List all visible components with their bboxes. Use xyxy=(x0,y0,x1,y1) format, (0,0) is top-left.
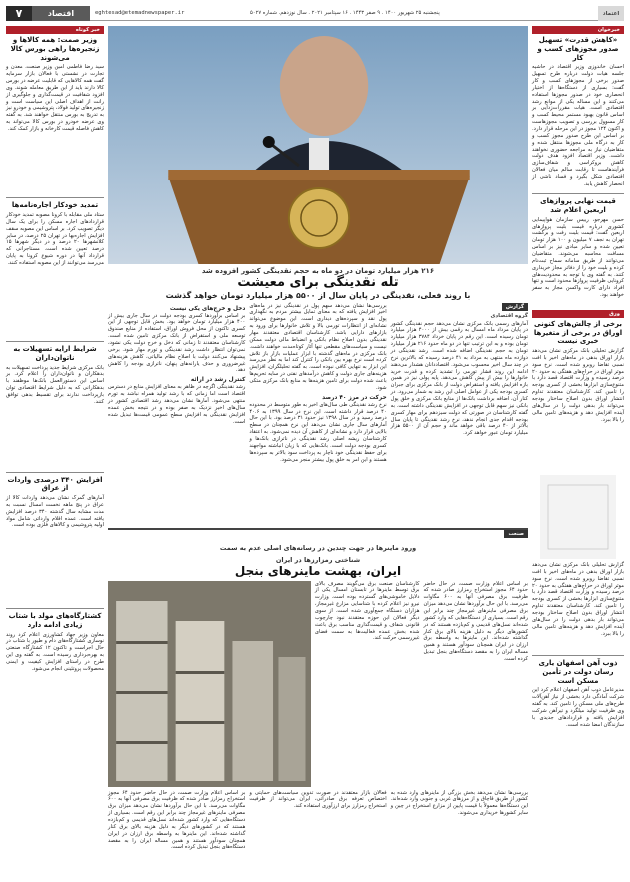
story-arbaeen xyxy=(532,197,624,307)
rack-2 xyxy=(176,621,225,781)
story-lease-headline[interactable]: تمدید خودکار اجاره‌نامه‌ها xyxy=(11,201,99,210)
main-col-1 xyxy=(391,303,528,525)
main-col-2-body: بررسی‌ها نشان می‌دهد سهم پول در نقدینگی نیز در ماه‌های اخیر افزایش یافته که به معنای تمایل بیشتر مردم به نگهداری پول نقد و سپرده‌های دیداری است. این موضوع می‌تواند نشانه‌ای از انتظارات تورمی بالا و تلاش خانوارها برای ورود به بازارهای دارایی باشد. کارشناسان اقتصادی معتقدند مهار نقدینگی بدون اصلاح نظام بانکی و انضباط مالی دولت ممکن نیست و سیاست‌های مقطعی تنها آثار کوتاه‌مدت خواهند داشت. بانک مرکزی در ماه‌های گذشته با ابزار عملیات بازار باز تلاش کرده است نرخ بهره بین بانکی را کنترل کند اما به نظر می‌رسد این ابزار به تنهایی کافی نبوده است. به گفته تحلیلگران، افزایش هزینه‌های جاری دولت و کاهش درآمدهای نفتی در سایه تحریم‌ها باعث شده دولت برای تامین هزینه‌ها به منابع بانک مرکزی متکی شود. xyxy=(249,302,387,391)
rack-4 xyxy=(278,657,305,781)
main-col-3 xyxy=(108,303,245,525)
story-arbaeen-body: حسن مهرجو، رییس سازمان هواپیمایی کشوری درباره قیمت بلیت پروازهای اربعین گفت: قیمت بلیت رفت و برگشت تهران به نجف ۷ میلیون و ۱۰۰ هزار تومان تعیین شده و سایر مبادی نیز بر اساس مسافت محاسبه می‌شوند. متقاضیان می‌توانند از طریق سامانه سماح ثبت‌نام کرده و بلیت خود را از دفاتر مجاز خریداری کنند. به گفته وی با توجه به محدودیت‌های کرونایی ظرفیت پروازها محدود است و تنها افراد دارای کارت واکسن مجاز به سفر خواهند بود. xyxy=(532,216,624,299)
central-bank-seal-icon xyxy=(289,188,349,248)
miners-col-2: کارشناسان صنعت برق می‌گویند مصرف بالای برق توسط ماینرها در تابستان امسال یکی از دلایل خاموشی‌های گسترده بوده است. وزارت نیرو نیز اعلام کرده با شناسایی مزارع غیرمجاز، هزاران دستگاه جمع‌آوری شده است. از سوی دیگر فعالان این حوزه معتقدند نبود چارچوب قانونی شفاف و قیمت‌گذاری مناسب برق باعث شده بخش عمده فعالیت‌ها به سمت فضای غیررسمی حرکت کند. xyxy=(314,580,420,642)
bond-chart-container xyxy=(532,472,624,562)
main-col-3-body-b: رشد نقدینگی اگرچه در ظاهر به معنای افزایش منابع در دسترس اقتصاد است اما زمانی که با رشد تولید همراه نباشد به تورم منتهی می‌شود. آمارها نشان می‌دهد رشد اقتصادی کشور در سال‌های اخیر نزدیک به صفر بوده و در نتیجه بخش عمده افزایش نقدینگی به افزایش سطح عمومی قیمت‌ها تبدیل شده است. xyxy=(108,384,246,425)
divider xyxy=(6,608,104,609)
story-loans xyxy=(6,345,104,469)
story-bourse xyxy=(6,36,104,194)
main-kicker: ۲۱۶ هزار میلیارد تومان در دو ماه به حجم نقدینگی کشور افزوده شد xyxy=(201,267,435,275)
rack-shelf xyxy=(176,721,225,724)
miners-col-1: بر اساس اعلام وزارت صمت، در حال حاضر حدود ۶۴ مجوز استخراج رمزارز صادر شده که ظرفیت برق مصرفی آنها به ۶۰۰ مگاوات می‌رسد. با این حال برآوردها نشان می‌دهد میزان برق مصرفی ماینرهای غیرمجاز چند برابر این رقم است. بسیاری از دستگاه‌هایی که وارد کشور شده‌اند نسل‌های قدیمی و کم‌بازده هستند که در کشورهای دیگر به دلیل هزینه بالای برق کنار گذاشته شده‌اند. این ماینرها به واسطه برق ارزان در ایران همچنان سودآور هستند و همین مساله ایران را به مقصد دستگاه‌های بنجل تبدیل کرده است. xyxy=(423,580,529,663)
story-lease xyxy=(6,201,104,338)
miners-story xyxy=(108,528,528,882)
main-col-2 xyxy=(249,303,386,525)
left-column xyxy=(6,26,104,814)
story-permits-headline[interactable]: «کاهش قدرت» تسهیل صدور مجوزهای کسب و کار xyxy=(537,36,619,62)
story-lease-body: ستاد ملی مقابله با کرونا مصوبه تمدید خودکار قراردادهای اجاره مسکن را برای یک سال دیگر تصویب کرد. بر اساس این مصوبه سقف افزایش اجاره‌بها در تهران ۲۵ درصد، در سایر کلانشهرها ۲۰ درصد و در دیگر شهرها ۱۵ درصد تعیین شده است. مستاجرانی که قرارداد آنها در دوره شیوع کرونا به پایان می‌رسد می‌توانند از این مصوبه استفاده کنند. xyxy=(6,212,105,267)
subhead-budget: دخل و خرج‌های یکی نیست xyxy=(169,305,246,312)
podium-illustration xyxy=(108,26,528,264)
miners-headline[interactable]: ایران، بهشت ماینرهای بنجل xyxy=(234,563,402,578)
miners-row xyxy=(108,581,528,787)
right-column xyxy=(532,26,624,814)
newspaper-logo: اعتماد xyxy=(598,6,624,21)
story-bonds-body: گزارش تحلیلی بانک مرکزی نشان می‌دهد بازار اوراق بدهی در ماه‌های اخیر با افت نسبی تقاضا روبرو شده است. نرخ سود موثر اوراق در حراج‌های هفتگی به حدود ۲۰ درصد رسیده و وزارت اقتصاد قصد دارد با متنوع‌سازی ابزارها بخشی از کسری بودجه را تامین کند. کارشناسان معتقدند تداوم انتشار اوراق بدون اصلاح ساختار بودجه می‌تواند بار بدهی دولت را در سال‌های آینده افزایش دهد و هزینه‌های تامین مالی را بالا ببرد. xyxy=(532,348,624,423)
story-bourse-headline[interactable]: وزیر صمت: همه کالاها و زنجیره‌ها راهی بورس کالا می‌شوند xyxy=(10,36,100,62)
story-permits xyxy=(532,36,624,190)
miners-col-3: بررسی‌ها نشان می‌دهد بخش بزرگی از ماینرهای وارد شده به کشور از طریق قاچاق و از مرزهای غربی و جنوبی وارد شده‌اند. این دستگاه‌ها معمولاً با قیمت پایین از مزارع استخراج در چین و سایر کشورها خریداری می‌شوند. xyxy=(390,789,528,817)
main-subheadline: با روند فعلی، نقدینگی در پایان سال از ۵۵۰۰ هزار میلیارد تومان خواهد گذشت xyxy=(165,290,471,300)
byline: گروه اقتصادی xyxy=(490,312,528,319)
main-col-1-body: آمارهای رسمی بانک مرکزی نشان می‌دهد حجم نقدینگی کشور در پایان مرداد ماه امسال به رقمی بیش از ۴۰۰۰ هزار میلیارد تومان رسیده است. این رقم در پایان خرداد ۳۷۸۴ هزار میلیارد تومان بوده و به این ترتیب تنها در دو ماه حدود ۲۱۶ هزار میلیارد تومان به حجم نقدینگی اضافه شده است. رشد نقدینگی در دوازده ماه منتهی به مرداد به ۴۱ درصد رسیده که بالاترین نرخ در چند سال اخیر محسوب می‌شود. اقتصاددانان هشدار می‌دهند ادامه این روند فشار تورمی را تشدید کرده و قدرت خرید خانوارها را بیش از پیش کاهش می‌دهد. پایه پولی نیز در همین بازه افزایش یافته و استقراض دولت از بانک مرکزی برای جبران کسری بودجه یکی از عوامل اصلی این رشد به شمار می‌رود. در کنار آن، اضافه برداشت بانک‌ها از منابع بانک مرکزی و خلق پول بانکی نیز سهم قابل توجهی در افزایش نقدینگی داشته است. به گفته کارشناسان در صورتی که دولت سیزدهم برای مهار کسری بودجه اقدام جدی انجام ندهد، نرخ رشد نقدینگی تا پایان سال بالاتر از ۴۰ درصد باقی خواهد ماند و حجم آن از ۵۵۰۰ هزار میلیارد تومان عبور خواهد کرد. xyxy=(390,320,528,437)
microphone-head xyxy=(263,136,275,148)
story-bonds-body-cont: گزارش تحلیلی بانک مرکزی نشان می‌دهد بازار اوراق بدهی در ماه‌های اخیر با افت نسبی تقاضا روبرو شده است. نرخ سود موثر اوراق در حراج‌های هفتگی به حدود ۲۰ درصد رسیده و وزارت اقتصاد قصد دارد با متنوع‌سازی ابزارها بخشی از کسری بودجه را تامین کند. کارشناسان معتقدند تداوم انتشار اوراق بدون اصلاح ساختار بودجه می‌تواند بار بدهی دولت را در سال‌های آینده افزایش دهد و هزینه‌های تامین مالی را بالا ببرد. xyxy=(532,562,624,637)
story-slaughter-body: معاون وزیر جهاد کشاورزی اعلام کرد روند نوسازی کشتارگاه‌های دام و طیور با شتاب در حال اجراست و تاکنون ۱۲ کشتارگاه صنعتی به بهره‌برداری رسیده است. به گفته وی این طرح در راستای افزایش کیفیت و ایمنی محصولات پروتئینی انجام می‌شود. xyxy=(6,631,104,672)
rack-3 xyxy=(232,641,273,781)
divider xyxy=(6,472,104,473)
story-iraq-headline[interactable]: افزایش ۳۴۰ درصدی واردات از عراق xyxy=(7,475,103,493)
subhead-forty-percent: حرکت در مرز ۴۰ درصد xyxy=(322,394,387,401)
tag-industry: صنعت xyxy=(504,530,528,538)
miner-racks-illustration xyxy=(108,581,311,787)
miners-tail xyxy=(108,790,528,882)
podium-top xyxy=(168,170,469,180)
main-story-columns xyxy=(108,303,528,525)
story-loans-body: بانک مرکزی شرایط جدید پرداخت تسهیلات به بدهکاران و ناتوان‌داران را اعلام کرد. بر اساس این دستورالعمل بانک‌ها موظفند با بدهکارانی که به دلیل شرایط اقتصادی توان بازپرداخت ندارند برای تقسیط بدهی توافق کنند. xyxy=(6,364,104,405)
section-email[interactable]: eghtesad@etemadnewspaper.ir xyxy=(90,6,250,21)
divider xyxy=(532,193,624,194)
subhead-control: کنترل رشد در ارائه xyxy=(190,377,246,384)
tag-bonds: ورق xyxy=(532,310,624,318)
cbi-governor-photo xyxy=(108,26,528,264)
story-permits-body: احسان خاندوزی وزیر اقتصاد در حاشیه جلسه هیات دولت درباره طرح تسهیل صدور برخی از مجوزهای کسب و کار گفت: بسیاری از دستگاه‌ها از اختیار انحصاری خود در صدور مجوزها استفاده می‌کنند و این مساله یکی از موانع رشد اقتصادی است. هیات مقررات‌زدایی بر اساس قانون بهبود مستمر محیط کسب و کار مسوول بررسی و تصویب مجوزهاست و اکنون ۱۲۴ مجوز در این مرحله قرار دارد. بر اساس این طرح صدور مجوز کسب و کار به درگاه ملی مجوزها منتقل شده و متقاضیان نیاز به مراجعه حضوری نخواهند داشت. وزیر اقتصاد افزود هدف دولت کاهش بروکراسی و شفاف‌سازی فرآیندهاست تا رقابت سالم میان فعالان اقتصادی شکل بگیرد و فساد ناشی از انحصار کاهش یابد. xyxy=(532,64,624,187)
bond-chart xyxy=(540,475,616,559)
miners-kicker-2: شناختی رمزارزها در ایران xyxy=(275,555,361,564)
divider xyxy=(6,197,104,198)
page-header xyxy=(6,6,624,21)
story-loans-headline[interactable]: شرایط ارایه تسهیلات به ناتوان‌داران xyxy=(13,345,97,362)
story-zobahan-body: مدیرعامل ذوب آهن اصفهان اعلام کرد این شرکت آمادگی دارد بخشی از نیاز آهن‌آلات طرح‌های ملی مسکن را تامین کند. به گفته وی ظرفیت تولید میلگرد و تیرآهن شرکت افزایش یافته و قراردادهای جدیدی با سازندگان امضا شده است. xyxy=(532,687,624,728)
story-bonds xyxy=(532,320,624,652)
story-bourse-body: سید رضا فاطمی امین وزیر صنعت، معدن و تجارت در نشستی با فعالان بازار سرمایه گفت همه کالاهایی که قابلیت عرضه در بورس کالا دارند باید از این طریق معامله شوند. وی افزود شفافیت در قیمت‌گذاری و جلوگیری از رانت از اهداف اصلی این سیاست است و زنجیره‌های تولید فولاد، پتروشیمی و خودرو نیز به تدریج به بورس منتقل خواهند شد. به گفته وی عرضه خودرو در بورس کالا می‌تواند به کاهش فاصله قیمت کارخانه و بازار کمک کند. xyxy=(5,64,104,132)
tag-report: گزارش xyxy=(502,303,528,311)
miners-photo xyxy=(108,581,311,787)
rack-shelf xyxy=(116,741,167,744)
tag-news-brief: خبرخوان xyxy=(532,26,624,34)
miners-col-4: فعالان بازار معتقدند در صورت تدوین سیاست‌های حمایتی و اختصاص تعرفه برق صادراتی، ایران می‌تواند از ظرفیت استخراج رمزارز برای ارزآوری استفاده کند. xyxy=(249,789,387,810)
main-headline[interactable]: تله نقدینگی برای معیشت xyxy=(237,275,399,290)
story-iraq xyxy=(6,476,104,606)
main-col-2-body-b: نرخ رشد نقدینگی طی سال‌های اخیر به طور متوسط در محدوده ۴۰ درصد قرار داشته است. این نرخ در سال ۱۳۹۹ به ۴۰.۶ درصد رسید و در سال ۱۳۹۸ نیز حدود ۳۱ درصد بود. با این حال آمارهای سال جاری نشان می‌دهد این نرخ همچنان در سطح بالایی قرار دارد و نشانه‌ای از کاهش آن دیده نمی‌شود. به اعتقاد کارشناسان ریشه اصلی رشد نقدینگی در ناترازی بانک‌ها و کسری بودجه دولت است. بانک‌هایی که با زیان انباشته مواجهند برای حفظ نقدینگی خود ناچار به پرداخت سود بالاتر به سپرده‌ها هستند و این امر به خلق پول بیشتر منجر می‌شود. xyxy=(249,401,387,463)
rack-shelf xyxy=(116,691,167,694)
rack-shelf xyxy=(116,641,167,644)
rack-shelf xyxy=(176,671,225,674)
miners-col-5: بر اساس اعلام وزارت صمت، در حال حاضر حدود ۶۴ مجوز استخراج رمزارز صادر شده که ظرفیت برق مصرفی آنها به ۶۰۰ مگاوات می‌رسد. با این حال برآوردها نشان می‌دهد میزان برق مصرفی ماینرهای غیرمجاز چند برابر این رقم است. بسیاری از دستگاه‌هایی که وارد کشور شده‌اند نسل‌های قدیمی و کم‌بازده هستند که در کشورهای دیگر به دلیل هزینه بالای برق کنار گذاشته شده‌اند. این ماینرها به واسطه برق ارزان در ایران همچنان سودآور هستند و همین مساله ایران را به مقصد دستگاه‌های بنجل تبدیل کرده است. xyxy=(108,789,246,851)
main-column xyxy=(108,26,529,851)
divider xyxy=(532,655,624,656)
issue-date: پنجشنبه ۲۵ شهریور ۱۴۰۰ . ۹ صفر ۱۴۴۳ . ۱۶ سپتامبر ۲۰۲۱ . سال نوزدهم. شماره ۵۰۲۷ xyxy=(250,6,598,21)
speaker-head xyxy=(280,36,368,136)
story-zobahan xyxy=(532,659,624,747)
miners-text xyxy=(315,581,528,787)
tag-short-news: خبر کوتاه xyxy=(6,26,104,34)
story-zobahan-headline[interactable]: ذوب آهن اصفهان یاری رسان دولت در تأمین مسکن است xyxy=(538,659,618,685)
main-col-3-body: بر اساس برآوردها کسری بودجه دولت در سال جاری بیش از ۴۰۰ هزار میلیارد تومان خواهد بود. بخش قابل توجهی از این کسری تاکنون از محل فروش اوراق، استفاده از منابع صندوق توسعه ملی و استقراض از بانک مرکزی تامین شده است. کارشناسان معتقدند تا زمانی که دخل و خرج دولت یکی نشود، نمی‌توان انتظار داشت رشد نقدینگی و تورم مهار شود. برخی پیشنهاد می‌کنند دولت با اصلاح نظام مالیاتی، کاهش هزینه‌های غیرضروری و حذف یارانه‌های پنهان، ناترازی بودجه را کاهش دهد. xyxy=(108,312,246,374)
miners-kicker: ورود ماینرها در جهت چندین در رسانه‌های اصلی عدم به سمت xyxy=(219,543,417,552)
story-slaughter xyxy=(6,612,104,752)
divider xyxy=(6,341,104,342)
story-iraq-body: آمارهای گمرک نشان می‌دهد واردات کالا از عراق در پنج ماهه نخست امسال نسبت به مدت مشابه سال گذشته ۳۴۰ درصد افزایش یافته است. عمده اقلام وارداتی شامل مواد اولیه پتروشیمی و کالاهای فلزی بوده است. xyxy=(6,495,104,529)
page-number: ۷ xyxy=(6,6,32,21)
story-slaughter-headline[interactable]: کشتارگاه‌های مولد با شتاب زیادی ادامه دارد xyxy=(8,612,102,629)
story-arbaeen-headline[interactable]: قیمت نهایی پروازهای اربعین اعلام شد xyxy=(540,197,616,214)
chart-background xyxy=(540,475,616,559)
story-bonds-headline[interactable]: برخی از چالش‌های کنونی اوراق در برخی از متغیرها خبری نیست xyxy=(533,319,623,346)
section-title: اقتصاد xyxy=(32,6,90,21)
